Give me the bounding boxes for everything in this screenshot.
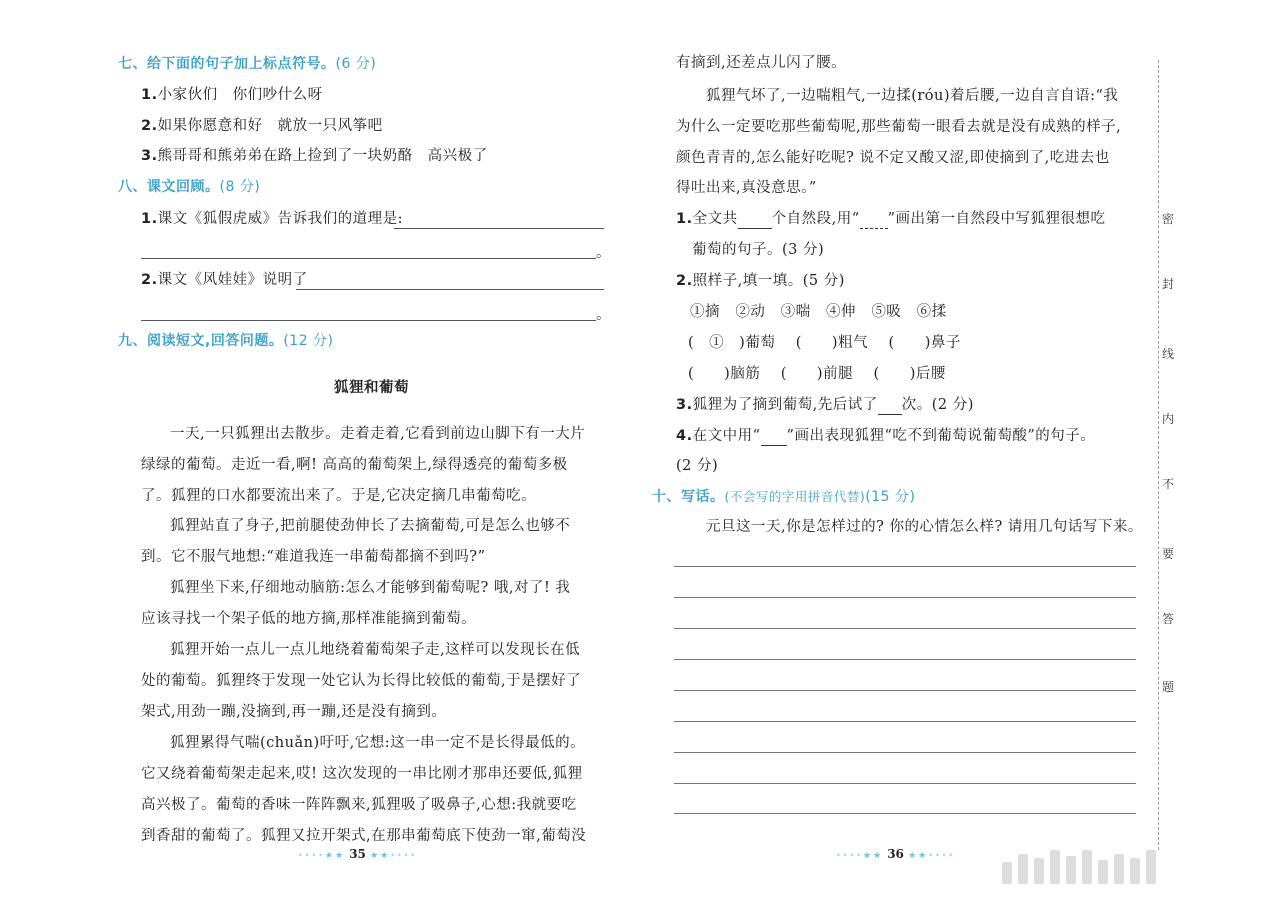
- q7-item-1: 1.小家伙们 你们吵什么呀: [141, 87, 323, 103]
- q2-options: ①摘 ②动 ③喘 ④伸 ⑤吸 ⑥揉: [690, 304, 947, 320]
- right-page: [640, 0, 1160, 905]
- story-line: 架式,用劲一蹦,没摘到,再一蹦,还是没有摘到。: [141, 704, 447, 720]
- writing-line[interactable]: [674, 659, 1136, 660]
- writing-line[interactable]: [674, 721, 1136, 722]
- story-line: 为什么一定要吃那些葡萄呢,那些葡萄一眼看去就是没有成熟的样子,: [676, 119, 1122, 135]
- blank[interactable]: [738, 228, 772, 229]
- section-10-heading: 十、写话。(不会写的字用拼音代替)(15 分): [652, 489, 916, 505]
- story-line: 处的葡萄。狐狸终于发现一处它认为长得比较低的葡萄,于是摆好了: [141, 673, 582, 689]
- story-line: 高兴极了。葡萄的香味一阵阵飘来,狐狸吸了吸鼻子,心想:我就要吃: [141, 797, 577, 813]
- binding-char: 要: [1162, 547, 1175, 561]
- story-line: 到。它不服气地想:“难道我连一串葡萄都摘不到吗?”: [141, 549, 486, 565]
- story-line: 到香甜的葡萄了。狐狸又拉开架式,在那串葡萄底下使劲一窜,葡萄没: [141, 828, 587, 844]
- writing-line[interactable]: [674, 752, 1136, 753]
- story-line: 应该寻找一个架子低的地方摘,那样准能摘到葡萄。: [141, 611, 477, 627]
- page-number-35: ••••★★ 35 ★★••••: [298, 847, 418, 861]
- writing-line[interactable]: [674, 813, 1136, 814]
- q8-answer-line[interactable]: [141, 258, 596, 259]
- binding-margin-line: [1158, 60, 1159, 850]
- binding-char: 答: [1162, 612, 1175, 626]
- section-7-heading: 七、给下面的句子加上标点符号。(6 分): [118, 56, 377, 72]
- blank[interactable]: [878, 414, 902, 415]
- story-line: 颜色青青的,怎么能好吃呢? 说不定又酸又涩,即使摘到了,吃进去也: [676, 150, 1110, 166]
- wavy-underline-sample: [860, 214, 888, 229]
- q8-item-2: 2.课文《风娃娃》说明了: [141, 272, 308, 288]
- q8-answer-line[interactable]: [394, 228, 604, 229]
- writing-line[interactable]: [674, 628, 1136, 629]
- q8-answer-line[interactable]: [141, 320, 596, 321]
- section-9-heading: 九、阅读短文,回答问题。(12 分): [118, 333, 334, 349]
- writing-line[interactable]: [674, 783, 1136, 784]
- binding-char: 题: [1162, 680, 1175, 694]
- story-line: 狐狸站直了身子,把前腿使劲伸长了去摘葡萄,可是怎么也够不: [170, 518, 571, 534]
- question-3: 3.狐狸为了摘到葡萄,先后试了 次。(2 分): [676, 397, 974, 413]
- q2-row-2: ( )脑筋 ( )前腿 ( )后腰: [688, 366, 946, 382]
- question-4: 4.在文中用“ ”画出表现狐狸“吃不到葡萄说葡萄酸”的句子。: [676, 428, 1096, 444]
- story-line: 狐狸累得气喘(chuǎn)吁吁,它想:这一串一定不是长得最低的。: [170, 735, 586, 751]
- binding-char: 内: [1162, 412, 1175, 426]
- q8-item-2-end: 。: [596, 307, 611, 323]
- page-number-36: ••••★★ 36 ★★••••: [836, 847, 956, 861]
- q8-item-1: 1.课文《狐假虎威》告诉我们的道理是:: [141, 211, 403, 227]
- story-line: 狐狸气坏了,一边喘粗气,一边揉(róu)着后腰,一边自言自语:“我: [706, 88, 1119, 104]
- question-2: 2.照样子,填一填。(5 分): [676, 273, 845, 289]
- story-line: 有摘到,还差点儿闪了腰。: [676, 55, 847, 71]
- q8-answer-line[interactable]: [296, 289, 604, 290]
- story-line: 得吐出来,真没意思。”: [676, 180, 817, 196]
- section-8-heading: 八、课文回顾。(8 分): [118, 179, 261, 195]
- q7-item-2: 2.如果你愿意和好 就放一只风筝吧: [141, 118, 383, 134]
- question-4-points: (2 分): [676, 458, 719, 474]
- story-line: 了。狐狸的口水都要流出来了。于是,它决定摘几串葡萄吃。: [141, 488, 537, 504]
- binding-char: 不: [1162, 477, 1175, 491]
- question-1: 1.全文共 个自然段,用“ ”画出第一自然段中写狐狸很想吃: [676, 211, 1106, 227]
- underline-sample: [761, 445, 787, 446]
- binding-char: 密: [1162, 212, 1175, 226]
- binding-char: 线: [1162, 347, 1175, 361]
- story-line: 狐狸开始一点儿一点儿地绕着葡萄架子走,这样可以发现长在低: [170, 642, 581, 658]
- q7-item-3: 3.熊哥哥和熊弟弟在路上捡到了一块奶酪 高兴极了: [141, 148, 488, 164]
- binding-char: 封: [1162, 277, 1175, 291]
- question-1-cont: 葡萄的句子。(3 分): [692, 242, 825, 258]
- q8-item-1-end: 。: [596, 245, 611, 261]
- story-line: 狐狸坐下来,仔细地动脑筋:怎么才能够到葡萄呢? 哦,对了! 我: [170, 580, 571, 596]
- story-line: 绿绿的葡萄。走近一看,啊! 高高的葡萄架上,绿得透亮的葡萄多极: [141, 457, 568, 473]
- q2-row-1: ( ① )葡萄 ( )粗气 ( )鼻子: [688, 335, 961, 351]
- watermark-bars-icon: [1002, 848, 1156, 884]
- writing-prompt: 元旦这一天,你是怎样过的? 你的心情怎么样? 请用几句话写下来。: [706, 519, 1143, 535]
- story-title: 狐狸和葡萄: [334, 380, 409, 396]
- story-line: 一天,一只狐狸出去散步。走着走着,它看到前边山脚下有一大片: [170, 426, 586, 442]
- writing-line[interactable]: [674, 597, 1136, 598]
- story-line: 它又绕着葡萄架走起来,哎! 这次发现的一串比刚才那串还要低,狐狸: [141, 766, 583, 782]
- writing-line[interactable]: [674, 566, 1136, 567]
- writing-line[interactable]: [674, 690, 1136, 691]
